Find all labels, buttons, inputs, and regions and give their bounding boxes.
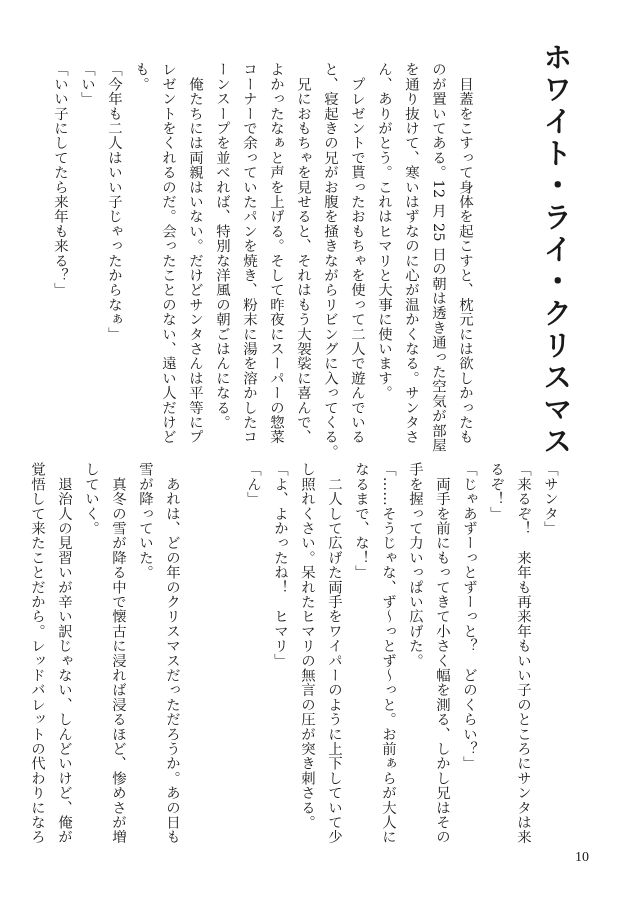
text-line: のが置いてある。12 月 25 日の朝は透き通った空気が部屋 [430, 62, 446, 453]
text-line: 両手を前にもってきて小さく幅を測る、しかし兄はその [434, 462, 450, 845]
text-line: 「い」 [79, 62, 95, 107]
text-line: あれは、どの年のクリスマスだっただろうか。あの日も [164, 462, 180, 845]
body-text-upper [46, 62, 478, 459]
text-line: 雪が降っていた。 [137, 462, 153, 580]
page-number: 10 [575, 850, 589, 865]
text-line: を通り抜けて、寒いはずなのに心が温かくなる。サンタさ [403, 62, 419, 445]
text-line: 「ん」 [245, 462, 261, 507]
text-line: 俺たちには両親はいない。だけどサンタさんは平等にプ [187, 62, 203, 445]
text-line: コーナーで余っていたパンを焼き、粉末に湯を溶かしたコ [241, 62, 257, 445]
text-line: 「いい子にしてたら来年も来る？」 [52, 62, 68, 298]
text-line: 目蓋をこすって身体を起こすと、枕元には欲しかったも [457, 62, 473, 445]
text-line: 手を握って力いっぱい広げた。 [407, 462, 423, 668]
chapter-title: ホワイト・ライ・クリスマス [539, 42, 574, 458]
text-line: プレゼントで貰ったおもちゃを使って二人で遊んでいる [349, 62, 365, 445]
text-line: ーンスープを並べれば、特別な洋風の朝ごはんになる。 [214, 62, 230, 430]
text-line: 覚悟して来たことだから。レッドバレットの代わりになろ [29, 462, 45, 845]
text-line: 「よ、よかったね！ ヒマリ」 [272, 462, 288, 668]
text-line: 退治人の見習いが辛い訳じゃない、しんどいけど、俺が [56, 462, 72, 845]
text-line: なるまで、な！」 [353, 462, 369, 580]
text-line: 兄におもちゃを見せると、それはもう大袈裟に喜んで、 [295, 62, 311, 445]
text-line: 「……そうじゃな、ず～っとず～っと。お前ぁらが大人に [380, 462, 396, 845]
text-line: ん、ありがとう。これはヒマリと大事に使います。 [376, 62, 392, 401]
text-line: レゼントをくれるのだ。会ったことのない、遠い人だけど [160, 62, 176, 445]
text-line [185, 462, 212, 842]
text-line [212, 462, 239, 842]
text-line: 二人して広げた両手をワイパーのように上下していて少 [326, 462, 342, 845]
text-line: していく。 [83, 462, 99, 536]
text-line: るぞ！」 [488, 462, 504, 521]
text-line: 「サンタ」 [542, 462, 558, 536]
text-line: も。 [133, 62, 149, 92]
text-line: し照れくさい。呆れたヒマリの無言の圧が突き刺さる。 [299, 462, 315, 830]
text-line: 「今年も二人はいい子じゃったからなぁ」 [106, 62, 122, 342]
text-line: 「来るぞ！ 来年も再来年もいい子のところにサンタは来 [515, 462, 531, 845]
text-line: 「じゃあずーっとずーっと？ どのくらい？」 [461, 462, 477, 771]
body-text-lower [23, 462, 563, 845]
text-line: と、寝起きの兄がお腹を掻きながらリビングに入ってくる。 [322, 62, 338, 459]
text-line: よかったなぁと声を上げる。そして昨夜にスーパーの惣菜 [268, 62, 284, 445]
text-line: 真冬の雪が降る中で懐古に浸れば浸るほど、惨めさが増 [110, 462, 126, 845]
